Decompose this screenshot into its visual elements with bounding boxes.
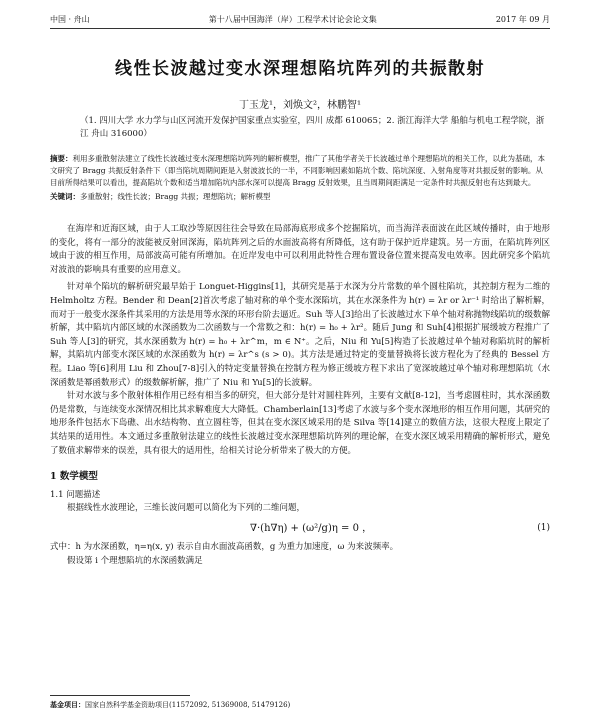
body-paragraph: 假设第 i 个理想陷坑的水深函数满足 [67, 556, 203, 567]
equation-number: (1) [537, 522, 550, 533]
section-heading: 1 数学模型 [50, 471, 98, 483]
main-body [50, 223, 550, 569]
abstract-label: 摘要： [50, 154, 73, 163]
body-paragraph: 式中：h 为水深函数，η=η(x, y) 表示自由水面波高函数，g 为重力加速度，ω 为来波频率。 [50, 542, 399, 553]
footnote-label: 基金项目： [50, 700, 85, 709]
keywords-text: 多重散射；线性长波；Bragg 共振；理想陷坑；解析模型 [80, 192, 271, 201]
body-paragraph: 针对单个陷坑的解析研究最早始于 Longuet-Higgins[1]，其研究是基于水深为分片常数的单个圆柱陷坑，其控制方程为二维的 Helmholtz 方程。Bender 和 Dean[2]首次考虑了轴对称的单个变水深陷坑，其在水深条件为 h(r) = λr or λr⁻¹ 时给出了解析解，而对于一般变水深条件其采用的方法是用等水深的环形台阶去逼近。Suh 等人[3]给出了长波越过水下单个轴对称抛物线陷坑的级数解析解，其中陷坑内部区域的水深函数为二次函数与一个常数之和：h(r) = h₀ + λr²。随后 Jung 和 Suh[4]根据扩展缓坡方程推广了 Suh 等人[3]的研究，其水深函数为 h(r) = h₀ + λr^m，m ∈ N⁺。之后，Niu 和 Yu[5]构造了长波越过单个轴对称陷坑时的解析解，其陷坑内部变水深区域的水深函数为 h(r) = λr^s (s > 0)。其方法是通过特定的变量替换将长波方程化为了经典的 Bessel 方程。Liao 等[6]利用 Liu 和 Zhou[7-8]引入的特定变量替换在控制方程为修正缓坡方程下求出了宽深坡越过单个轴对称理想陷坑（水深函数是幂函数形式）的级数解析解，推广了 Niu 和 Yu[5]的长波解。 [50, 282, 550, 388]
header-center: 第十八届中国海洋（岸）工程学术讨论会论文集 [208, 15, 377, 24]
body-paragraph: 在海岸和近海区域，由于人工取沙等原因往往会导致在局部海底形成多个挖掘陷坑，而当海洋表面波在此区域传播时，由于地形的变化，将有一部分的波能被反射回深海，陷坑阵列之后的水面波高将有所降低，这有助于保护近岸建筑。另一方面，在陷坑阵列区域由于波的相互作用，局部波高可能有所增加。在近岸发电中可以利用此特性合理布置设备位置来提高发电效率。因此研究多个陷坑对波浪的影响具有重要的应用意义。 [50, 224, 550, 275]
keywords-label: 关键词： [50, 192, 80, 201]
paper-title: 线性长波越过变水深理想陷坑阵列的共振散射 [115, 59, 485, 79]
keywords-block [50, 191, 550, 203]
header-right: 2017 年 09 月 [495, 15, 550, 24]
author-list: 丁玉龙¹，刘焕文²，林鹏智¹ [238, 100, 362, 111]
footnote-text: 国家自然科学基金资助项目(11572092, 51369008, 51479126) [85, 701, 291, 709]
body-paragraph: 根据线性水波理论，三维长波问题可以简化为下列的二维问题， [67, 503, 306, 514]
footnote [50, 695, 291, 710]
running-header [50, 0, 550, 29]
body-paragraph: 针对水波与多个散射体相作用已经有相当多的研究，但大部分是针对圆柱阵列，主要有文献[8-12]，当考虑圆柱时，其水深函数仍是常数，与连续变水深情况相比其求解难度大大降低。Chamberlain[13]考虑了水波与多个变水深地形的相互作用问题，其研究的地形条件包括水下岛礁、出水结构物、直立圆柱等，但其在变水深区域采用的是 Silva 等[14]建立的数值方法，这很大程度上限定了其结果的适用性。本文通过多重散射法建立的线性长波越过变水深理想陷坑阵列的理论解，在变水深区域采用精确的解析形式，避免了数值求解带来的误差，具有很大的适用性，给相关讨论分析带来了极大的方便。 [50, 391, 550, 456]
equation-row [50, 522, 550, 536]
subsection-heading: 1.1 问题描述 [50, 489, 101, 500]
abstract-block [50, 153, 550, 189]
affiliation: （1. 四川大学 水力学与山区河流开发保护国家重点实验室，四川 成都 610065；2. 浙江海洋大学 船舶与机电工程学院，浙江 舟山 316000） [80, 116, 545, 139]
abstract-text: 利用多重散射法建立了线性长波越过变水深理想陷坑阵列的解析模型，推广了其他学者关于长波越过单个理想陷坑的相关工作，以此为基础，本文研究了 Bragg 共振反射条件下（即当陷坑周期间距是入射波波长的一半，不同影响因素如陷坑个数、陷坑深度、入射角度等对共振反射的影响。从目前所得结果可以看出，提高陷坑个数和适当增加陷坑内部水深可以提高 Bragg 反射效果，且当周期间距满足一定条件时共振反射也有达到最大。 [50, 154, 545, 187]
equation: ∇·(h∇η) + (ω²/g)η = 0 ， [250, 522, 373, 534]
header-left: 中国 · 舟山 [50, 15, 90, 24]
